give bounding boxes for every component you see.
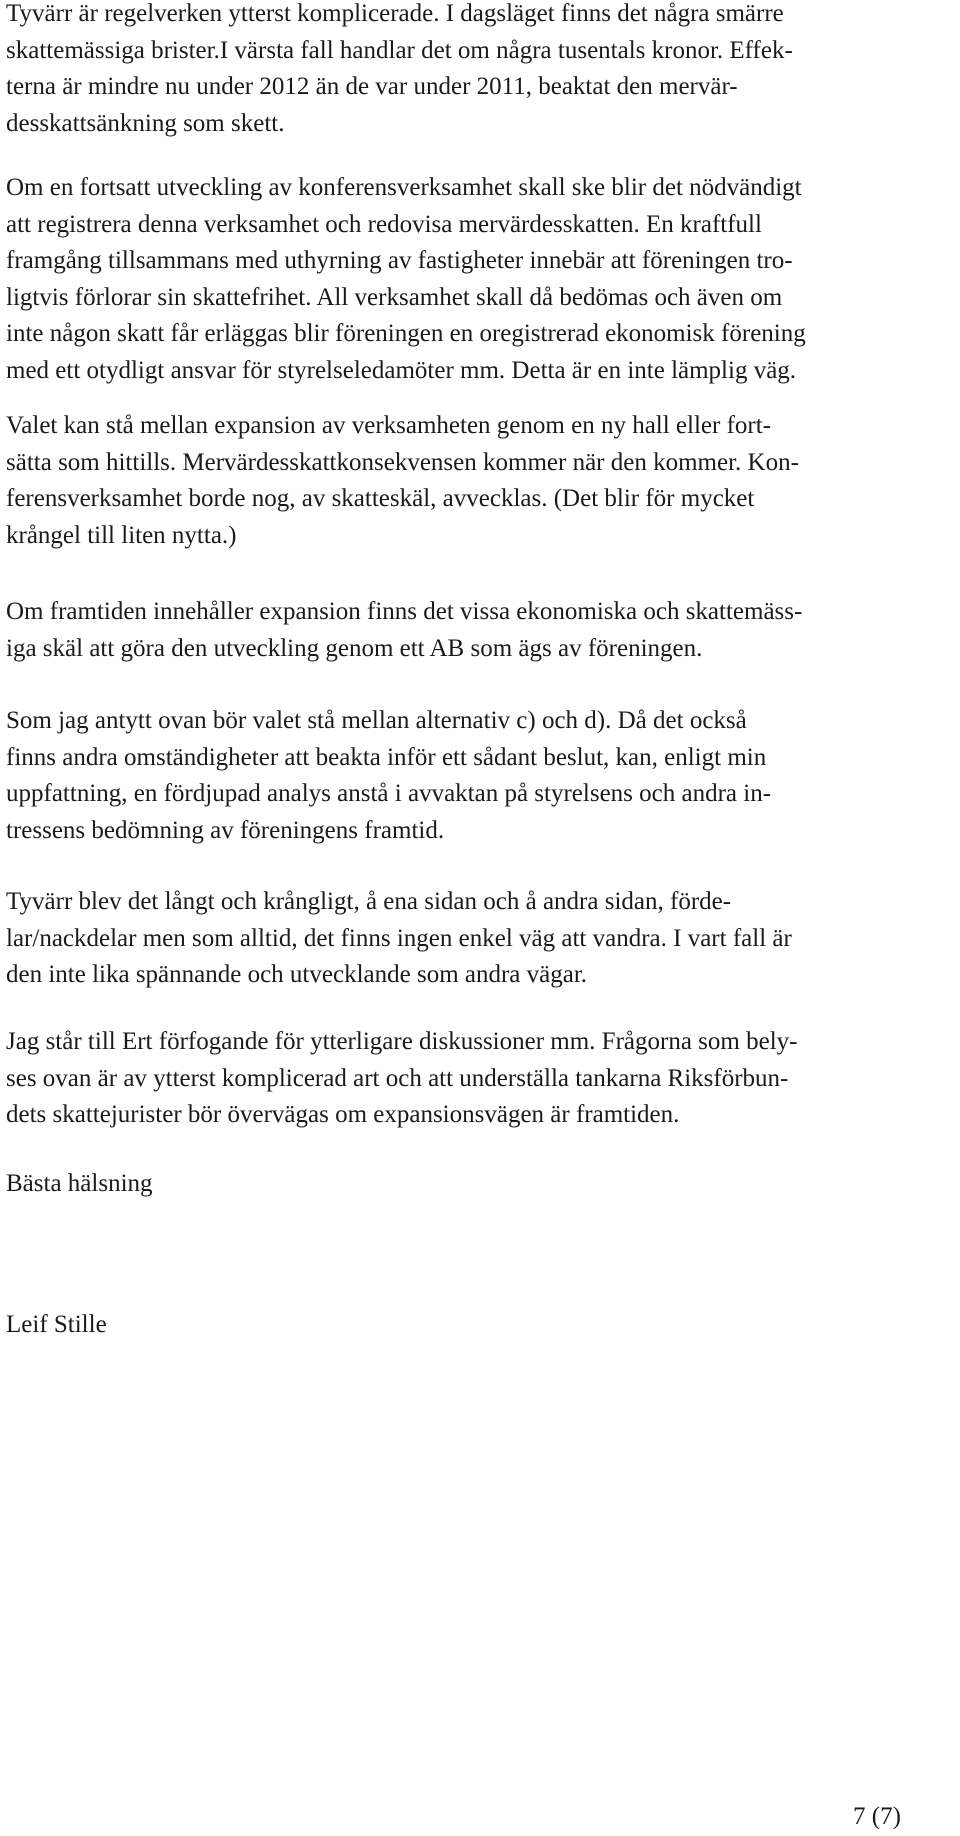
text-line: Om framtiden innehåller expansion finns det vissa ekonomiska och skattemäss- bbox=[6, 598, 803, 625]
text-line: uppfattning, en fördjupad analys anstå i avvaktan på styrelsens och andra in- bbox=[6, 780, 772, 807]
text-line: ses ovan är av ytterst komplicerad art och att underställa tankarna Riksförbun- bbox=[6, 1064, 789, 1092]
text-line: Tyvärr är regelverken ytterst komplicerade. I dagsläget finns det några smärre bbox=[6, 0, 784, 27]
text-line: att registrera denna verksamhet och redovisa mervärdesskatten. En kraftfull bbox=[6, 210, 762, 238]
text-line: Tyvärr blev det långt och krångligt, å ena sidan och å andra sidan, förde- bbox=[6, 888, 732, 915]
text-line: inte någon skatt får erläggas blir föreningen en oregistrerad ekonomisk förening bbox=[6, 320, 806, 347]
closing-greeting bbox=[6, 1166, 153, 1203]
signature-name bbox=[6, 1307, 107, 1344]
text-line: desskattsänkning som skett. bbox=[6, 109, 285, 137]
paragraph-future-ab bbox=[6, 594, 802, 667]
text-line: Valet kan stå mellan expansion av verksamheten genom en ny hall eller fort- bbox=[6, 412, 772, 439]
text-line: finns andra omständigheter att beakta inför ett sådant beslut, kan, enligt min bbox=[6, 743, 767, 771]
paragraph-expansion-choice bbox=[6, 408, 799, 554]
text-line: med ett otydligt ansvar för styrelseledamöter mm. Detta är en inte lämplig väg. bbox=[6, 356, 797, 384]
paragraph-tax-complexity bbox=[6, 0, 793, 142]
text-line: framgång tillsammans med uthyrning av fastigheter innebär att föreningen tro- bbox=[6, 247, 793, 274]
text-line: dets skattejurister bör övervägas om expansionsvägen är framtiden. bbox=[6, 1101, 680, 1128]
text-line: ferensverksamhet borde nog, av skatteskäl, avvecklas. (Det blir för mycket bbox=[6, 485, 755, 512]
text-line: Jag står till Ert förfogande för ytterligare diskussioner mm. Frågorna som bely- bbox=[6, 1028, 798, 1055]
text-line: ligtvis förlorar sin skattefrihet. All verksamhet skall då bedömas och även om bbox=[6, 283, 783, 311]
page-number: 7 (7) bbox=[853, 1803, 901, 1830]
paragraph-alternatives bbox=[6, 703, 771, 849]
text-line: tressens bedömning av föreningens framtid. bbox=[6, 816, 445, 844]
text-line: iga skäl att göra den utveckling genom ett AB som ägs av föreningen. bbox=[6, 634, 703, 662]
paragraph-pros-cons bbox=[6, 884, 792, 994]
closing-text: Bästa hälsning bbox=[6, 1170, 153, 1197]
text-line: krångel till liten nytta.) bbox=[6, 521, 237, 549]
text-line: skattemässiga brister.I värsta fall handlar det om några tusentals kronor. Effek- bbox=[6, 36, 793, 64]
text-line: terna är mindre nu under 2012 än de var under 2011, beaktat den mervär- bbox=[6, 73, 738, 100]
text-line: lar/nackdelar men som alltid, det finns ingen enkel väg att vandra. I vart fall är bbox=[6, 924, 792, 952]
text-line: Om en fortsatt utveckling av konferensverksamhet skall ske blir det nödvändigt bbox=[6, 174, 802, 201]
signature-text: Leif Stille bbox=[6, 1311, 107, 1338]
paragraph-availability bbox=[6, 1024, 797, 1134]
paragraph-conference-activity bbox=[6, 170, 806, 389]
text-line: den inte lika spännande och utvecklande som andra vägar. bbox=[6, 961, 588, 988]
text-line: Som jag antytt ovan bör valet stå mellan alternativ c) och d). Då det också bbox=[6, 707, 747, 734]
text-line: sätta som hittills. Mervärdesskattkonsekvensen kommer när den kommer. Kon- bbox=[6, 448, 799, 476]
